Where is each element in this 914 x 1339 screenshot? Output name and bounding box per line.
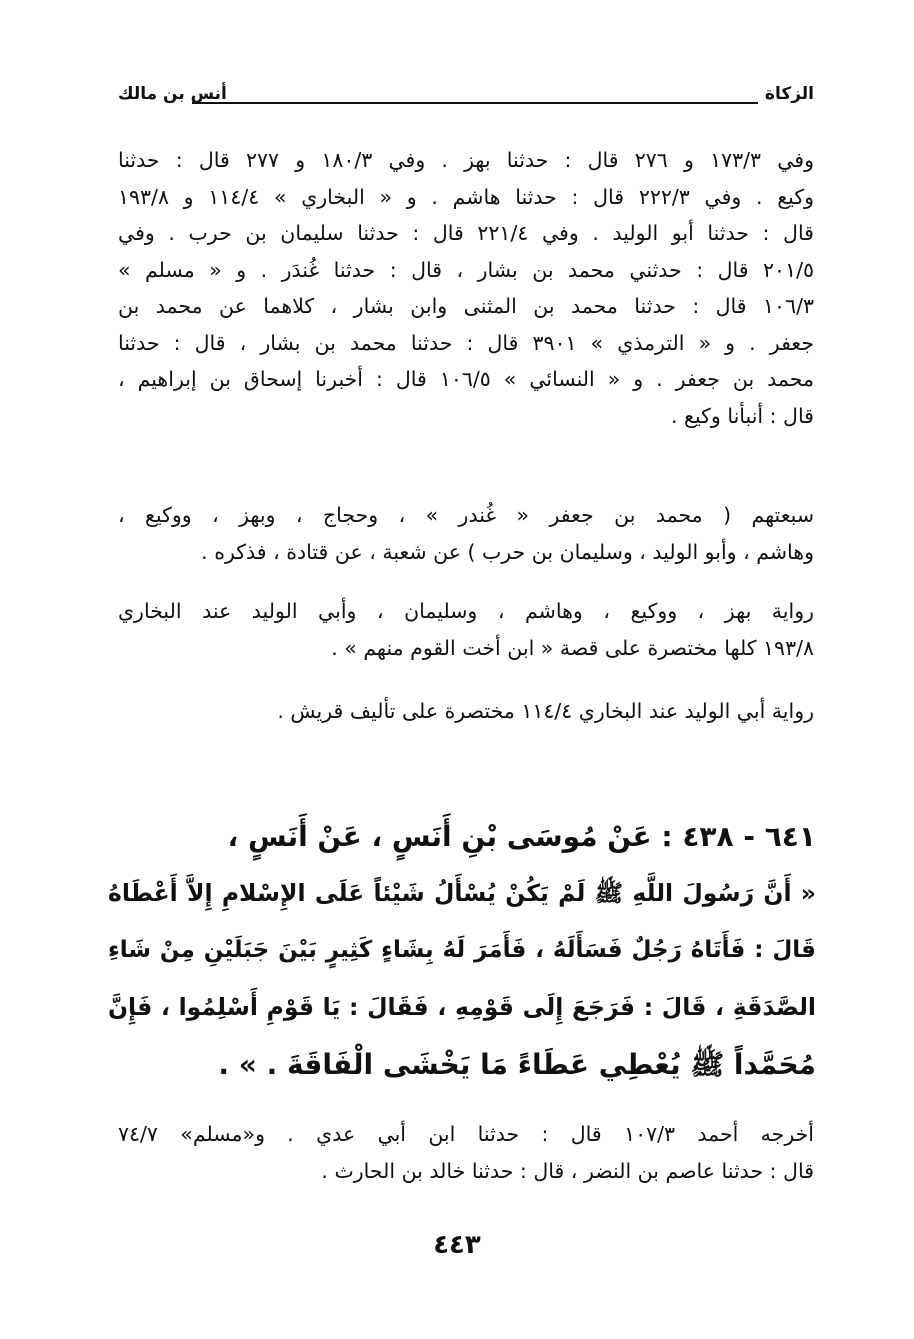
footnote-paragraph <box>118 1116 814 1189</box>
text-line: أخرجه أحمد ١٠٧/٣ قال : حدثنا ابن أبي عدي . و«مسلم» ٧٤/٧ <box>118 1122 814 1146</box>
text-line: قال : أنبأنا وكيع . <box>671 403 814 428</box>
text-line: سبعتهم ( محمد بن جعفر « غُندر » ، وحجاج ، وبهز ، ووكيع ، <box>118 503 814 527</box>
hadith-line: الصَّدَقَةِ ، قَالَ : فَرَجَعَ إِلَى قَوْمِهِ ، فَقَالَ : يَا قَوْمِ أَسْلِمُوا ، فَإِنَّ <box>108 993 816 1021</box>
hadith-text <box>108 808 816 1093</box>
seven-narrators-paragraph <box>118 497 814 570</box>
narrator-title: أنس بن مالك <box>118 84 227 104</box>
running-header <box>118 84 814 114</box>
text-line: وفي ١٧٣/٣ و ٢٧٦ قال : حدثنا بهز . وفي ١٨٠/٣ و ٢٧٧ قال : حدثنا <box>118 148 815 172</box>
text-line: قال : حدثنا عاصم بن النضر ، قال : حدثنا خالد بن الحارث . <box>321 1158 814 1183</box>
text-line: قال : حدثنا أبو الوليد . وفي ٢٢١/٤ قال : حدثنا سليمان بن حرب . وفي <box>118 221 814 245</box>
text-line: رواية بهز ، ووكيع ، وهاشم ، وسليمان ، وأبي الوليد عند البخاري <box>118 599 814 623</box>
hadith-line: ٦٤١ - ٤٣٨ : عَنْ مُوسَى بْنِ أَنَسٍ ، عَنْ أَنَسٍ ، <box>227 820 816 853</box>
header-rule <box>192 102 758 104</box>
text-line: رواية أبي الوليد عند البخاري ١١٤/٤ مختصرة على تأليف قريش . <box>277 699 814 723</box>
hadith-line: قَالَ : فَأَتَاهُ رَجُلٌ فَسَأَلَهُ ، فَأَمَرَ لَهُ بِشَاءٍ كَثِيرٍ بَيْنَ جَبَلَيْنِ مِنْ شَاءِ <box>108 937 816 963</box>
takhrij-paragraph <box>118 142 814 434</box>
riwaya-paragraph-2 <box>118 693 814 730</box>
chapter-title: الزكاة <box>764 84 814 104</box>
text-line: محمد بن جعفر . و « النسائي » ١٠٦/٥ قال : أخبرنا إسحاق بن إبراهيم ، <box>118 367 814 391</box>
text-line: ٢٠١/٥ قال : حدثني محمد بن بشار ، قال : حدثنا غُندَر . و « مسلم » <box>118 257 814 282</box>
text-line: ١٠٦/٣ قال : حدثنا محمد بن المثنى وابن بشار ، كلاهما عن محمد بن <box>118 294 814 318</box>
page-number: ٤٤٣ <box>433 1230 481 1260</box>
text-line: جعفر . و « الترمذي » ٣٩٠١ قال : حدثنا محمد بن بشار ، قال : حدثنا <box>118 330 814 355</box>
hadith-line: مُحَمَّداً ﷺ يُعْطِي عَطَاءً مَا يَخْشَى الْفَاقَةَ . » . <box>218 1048 816 1081</box>
riwaya-paragraph-1 <box>118 593 814 666</box>
text-line: وكيع . وفي ٢٢٢/٣ قال : حدثنا هاشم . و « البخاري » ١١٤/٤ و ١٩٣/٨ <box>118 184 814 209</box>
text-line: وهاشم ، وأبو الوليد ، وسليمان بن حرب ) عن شعبة ، عن قتادة ، فذكره . <box>201 539 814 564</box>
hadith-line: « أَنَّ رَسُولَ اللَّهِ ﷺ لَمْ يَكُنْ يُسْأَلُ شَيْئاً عَلَى الإِسْلامِ إِلاَّ أَعْطَاهُ <box>108 879 816 907</box>
text-line: ١٩٣/٨ كلها مختصرة على قصة « ابن أخت القوم منهم » . <box>331 635 814 660</box>
